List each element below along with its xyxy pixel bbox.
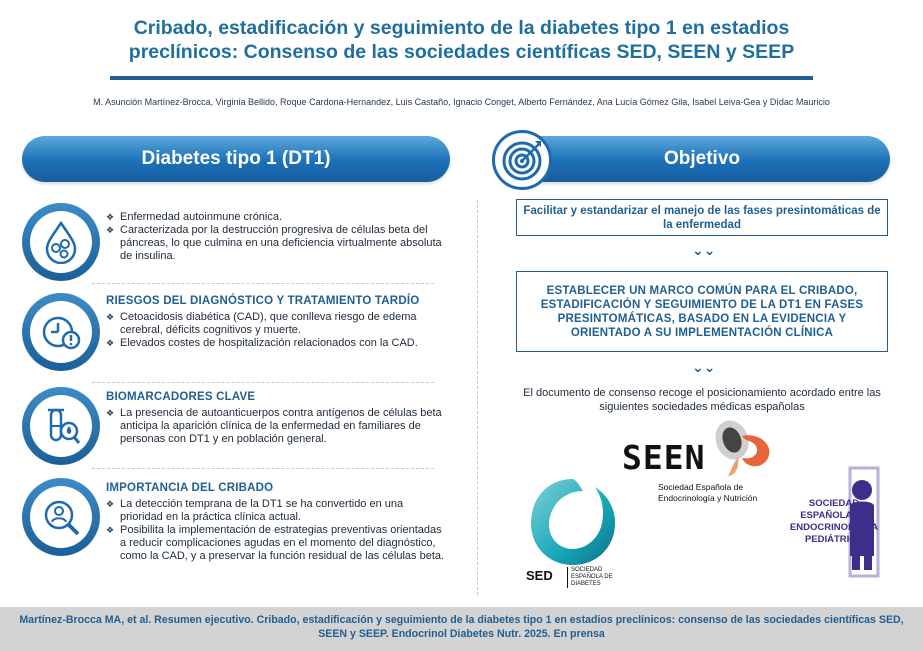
section-screening [22,478,472,588]
bullet-item: ❖ Elevados costes de hospitalización relacionados con la CAD. [106,337,446,350]
objective-box-1: Facilitar y estandarizar el manejo de las fases presintomáticas de la enfermedad [516,199,888,236]
sed-logo-icon [527,477,619,567]
seen-subtitle-line-1: Sociedad Española de [658,482,744,492]
seen-logo-subtitle [658,482,757,504]
section-heading: BIOMARCADORES CLAVE [106,391,256,403]
section-separator [92,283,434,284]
bullet-item: ❖ La presencia de autoanticuerpos contra antígenos de células beta anticipa la aparición clínica de la enfermedad en familiares de personas con DT1 y en población general. [106,407,446,446]
section-heading: RIESGOS DEL DIAGNÓSTICO Y TRATAMIENTO TARDÍO [106,295,420,307]
seep-line-1: SOCIEDAD [808,498,860,509]
objective-header-label: Objetivo [663,148,740,169]
seep-logo-text [784,498,884,546]
seen-subtitle-line-2: Endocrinología y Nutrición [658,493,758,503]
seep-line-4: PEDIÁTRICA [804,534,864,545]
clock-alert-icon [22,293,100,371]
section-risks [22,293,472,375]
citation-footer: Martínez-Brocca MA, et al. Resumen ejecutivo. Cribado, estadificación y seguimiento de la diabetes tipo 1 en estadios preclínicos: consenso de las sociedades científicas SED, SEEN y SEEP. Endocrinol Diabetes Nutr. 2025. En prensa [0,607,923,651]
sed-logo-subtitle: SOCIEDAD ESPAÑOLA DE DIABETES [567,567,627,588]
section-separator [92,382,434,383]
seep-line-2: ESPAÑOLA DE [800,510,868,521]
seen-logo-icon [708,418,778,480]
section-disease-body [106,211,446,263]
bullet-item: ❖ Enfermedad autoinmune crónica. [106,211,446,224]
section-separator [92,468,434,469]
consensus-text: El documento de consenso recoge el posicionamiento acordado entre las siguientes sociedades médicas españolas [523,387,881,413]
bullet-item: ❖ La detección temprana de la DT1 se ha convertido en una prioridad en la práctica clínica actual. [106,498,446,524]
left-section-header: Diabetes tipo 1 (DT1) [22,136,450,182]
section-heading: IMPORTANCIA DEL CRIBADO [106,482,274,494]
title-line-2: preclínicos: Consenso de las sociedades científicas SED, SEEN y SEEP [128,41,795,63]
section-disease [22,203,472,283]
page-title [0,16,923,64]
bullet-item: ❖ Caracterizada por la destrucción progresiva de células beta del páncreas, lo que culmina en una deficiencia virtualmente absoluta de insulina. [106,224,446,263]
bullet-item: ❖ Posibilita la implementación de estrategias preventivas orientadas a reducir complicaciones agudas en el momento del diagnóstico, como la CAD, y a preservar la función residual de las células beta. [106,524,446,563]
title-line-1: Cribado, estadificación y seguimiento de la diabetes tipo 1 en estadios [133,17,790,39]
target-icon [492,130,552,190]
section-risks-body [106,295,446,350]
magnifier-person-icon [22,478,100,556]
chevron-down-icon: ⌄⌄ [692,359,716,375]
right-section-header [514,136,890,182]
column-divider [477,200,478,595]
seep-line-3: ENDOCRINOLOGÍA [789,522,879,533]
authors-line: M. Asunción Martínez-Brocca, Virginia Bellido, Roque Cardona-Hernandez, Luis Castaño, Ignacio Conget, Alberto Fernández, Ana Lucía Gómez Gila, Isabel Leiva-Gea y Dídac Mauricio [93,97,830,107]
sed-logo-word: SED [526,568,553,583]
seen-logo-word: SEEN [622,438,706,477]
chevron-down-icon: ⌄⌄ [692,242,716,258]
section-biomarkers [22,387,472,465]
blood-drop-cells-icon [22,203,100,281]
section-biomarkers-body [106,391,446,446]
objective-box-2: ESTABLECER UN MARCO COMÚN PARA EL CRIBADO, ESTADIFICACIÓN Y SEGUIMIENTO DE LA DT1 EN FASES PRESINTOMÁTICAS, BASADO EN LA EVIDENCIA Y ORIENTADO A SU IMPLEMENTACIÓN CLÍNICA [516,271,888,352]
test-tube-icon [22,387,100,465]
bullet-item: ❖ Cetoacidosis diabética (CAD), que conlleva riesgo de edema cerebral, déficits cognitivos y muerte. [106,311,446,337]
section-screening-body [106,482,446,563]
title-underline [110,76,813,80]
